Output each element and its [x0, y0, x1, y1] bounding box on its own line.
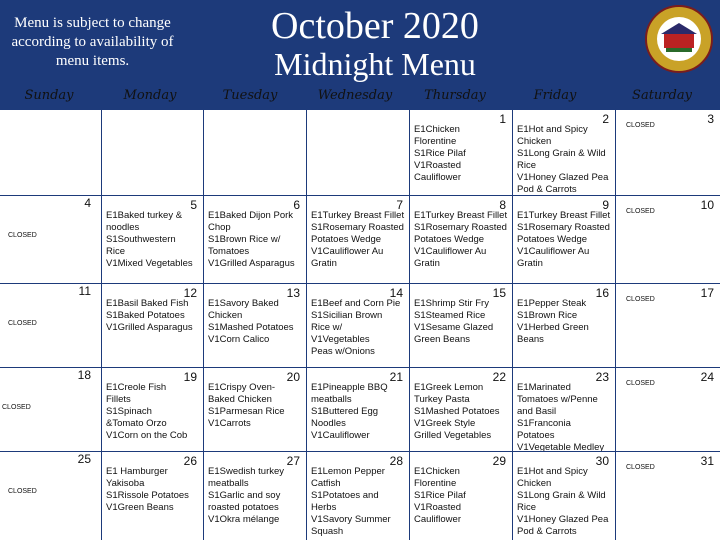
- menu-items: E1Creole Fish Fillets S1Spinach &Tomato Orzo V1Corn on the Cob: [106, 382, 188, 441]
- day-number: 28: [389, 454, 403, 468]
- closed-label: CLOSED: [2, 404, 31, 411]
- calendar-cell: [513, 368, 615, 451]
- calendar-cell: [410, 110, 512, 195]
- menu-items: E1Hot and Spicy Chicken S1Long Grain & Wild Rice V1Honey Glazed Pea Pod & Carrots: [517, 124, 609, 195]
- menu-items: E1Basil Baked Fish S1Baked Potatoes V1Grilled Asparagus: [106, 298, 193, 333]
- calendar-cell: [102, 284, 203, 367]
- day-number: 9: [602, 198, 609, 212]
- calendar-cell: [0, 110, 101, 195]
- closed-label: CLOSED: [626, 464, 655, 471]
- menu-items: E1Lemon Pepper Catfish S1Potatoes and Herbs V1Savory Summer Squash: [311, 466, 391, 537]
- calendar-cell: [513, 110, 615, 195]
- day-number: 22: [492, 370, 506, 384]
- closed-label: CLOSED: [626, 208, 655, 215]
- calendar-cell: [307, 110, 409, 195]
- page-subtitle: Midnight Menu: [274, 46, 476, 82]
- menu-items: E1Hot and Spicy Chicken S1Long Grain & Wild Rice V1Honey Glazed Pea Pod & Carrots: [517, 466, 609, 537]
- day-number: 15: [492, 286, 506, 300]
- calendar-cell: [204, 284, 306, 367]
- day-number: 1: [499, 112, 506, 126]
- day-number: 11: [78, 284, 91, 298]
- calendar-cell: [307, 196, 409, 283]
- calendar-cell: [204, 452, 306, 540]
- day-header-wednesday: Wednesday: [317, 88, 393, 103]
- closed-label: CLOSED: [8, 232, 37, 239]
- page-title: October 2020: [271, 5, 479, 47]
- menu-items: E1Savory Baked Chicken S1Mashed Potatoes V1Corn Calico: [208, 298, 294, 345]
- menu-items: E1Pepper Steak S1Brown Rice V1Herbed Green Beans: [517, 298, 589, 345]
- calendar-cell: [616, 284, 720, 367]
- day-number: 29: [492, 454, 506, 468]
- day-number: 5: [190, 198, 197, 212]
- calendar-cell: [0, 452, 101, 540]
- calendar-cell: [513, 452, 615, 540]
- calendar-cell: [307, 452, 409, 540]
- day-number: 6: [293, 198, 300, 212]
- closed-label: CLOSED: [626, 380, 655, 387]
- day-number: 13: [286, 286, 300, 300]
- day-header-tuesday: Tuesday: [222, 88, 278, 103]
- calendar-cell: [513, 196, 615, 283]
- menu-items: E1Baked Dijon Pork Chop S1Brown Rice w/ Tomatoes V1Grilled Asparagus: [208, 210, 295, 269]
- day-number: 20: [286, 370, 300, 384]
- closed-label: CLOSED: [8, 320, 37, 327]
- calendar-cell: [0, 196, 101, 283]
- calendar-cell: [102, 452, 203, 540]
- day-number: 16: [595, 286, 609, 300]
- calendar-cell: [513, 284, 615, 367]
- menu-note: Menu is subject to change according to availability of menu items.: [11, 15, 174, 69]
- day-number: 23: [595, 370, 609, 384]
- calendar-cell: [204, 368, 306, 451]
- closed-label: CLOSED: [626, 296, 655, 303]
- day-number: 27: [286, 454, 300, 468]
- day-number: 8: [499, 198, 506, 212]
- day-header-sunday: Sunday: [24, 88, 74, 103]
- day-number: 10: [700, 198, 714, 212]
- day-number: 12: [183, 286, 197, 300]
- menu-items: E1Turkey Breast Fillet S1Rosemary Roasted Potatoes Wedge V1Cauliflower Au Gratin: [414, 210, 508, 269]
- day-number: 24: [700, 370, 714, 384]
- day-number: 3: [707, 112, 714, 126]
- menu-items: E1Marinated Tomatoes w/Penne and Basil S1Franconia Potatoes V1Vegetable Medley: [517, 382, 605, 451]
- day-number: 25: [77, 452, 91, 466]
- emblem-logo: [644, 4, 714, 74]
- menu-items: E1Greek Lemon Turkey Pasta S1Mashed Potatoes V1Greek Style Grilled Vegetables: [414, 382, 500, 441]
- menu-items: E1Chicken Florentine S1Rice Pilaf V1Roasted Cauliflower: [414, 466, 466, 525]
- calendar-cell: [616, 196, 720, 283]
- menu-items: E1Baked turkey & noodles S1Southwestern Rice V1Mixed Vegetables: [106, 210, 193, 269]
- day-header-saturday: Saturday: [632, 88, 692, 103]
- calendar-cell: [307, 368, 409, 451]
- calendar-cell: [204, 196, 306, 283]
- calendar-cell: [616, 110, 720, 195]
- day-header-thursday: Thursday: [424, 88, 486, 103]
- menu-items: E1Pineapple BBQ meatballs S1Buttered Egg Noodles V1Cauliflower: [311, 382, 388, 441]
- menu-items: E1Turkey Breast Fillet S1Rosemary Roasted Potatoes Wedge V1Cauliflower Au Gratin: [311, 210, 405, 269]
- day-header-friday: Friday: [533, 88, 577, 103]
- calendar-cell: [307, 284, 409, 367]
- menu-items: E1Turkey Breast Fillet S1Rosemary Roasted Potatoes Wedge V1Cauliflower Au Gratin: [517, 210, 611, 269]
- calendar-cell: [204, 110, 306, 195]
- calendar-cell: [0, 368, 101, 451]
- menu-items: E1Beef and Corn Pie S1Sicilian Brown Rice w/ V1Vegetables Peas w/Onions: [311, 298, 401, 357]
- day-number: 7: [396, 198, 403, 212]
- day-header-monday: Monday: [123, 88, 177, 103]
- day-number: 30: [595, 454, 609, 468]
- day-number: 18: [77, 368, 91, 382]
- menu-items: E1Chicken Florentine S1Rice Pilaf V1Roasted Cauliflower: [414, 124, 466, 183]
- menu-items: E1Shrimp Stir Fry S1Steamed Rice V1Sesame Glazed Green Beans: [414, 298, 494, 345]
- day-number: 17: [700, 286, 714, 300]
- day-number: 21: [389, 370, 403, 384]
- menu-items: E1Crispy Oven- Baked Chicken S1Parmesan Rice V1Carrots: [208, 382, 285, 429]
- calendar-cell: [102, 368, 203, 451]
- day-number: 4: [84, 196, 91, 210]
- day-number: 31: [700, 454, 714, 468]
- calendar-cell: [616, 452, 720, 540]
- closed-label: CLOSED: [8, 488, 37, 495]
- menu-items: E1 Hamburger Yakisoba S1Rissole Potatoes V1Green Beans: [106, 466, 189, 513]
- calendar-cell: [410, 452, 512, 540]
- day-number: 26: [183, 454, 197, 468]
- calendar-cell: [410, 196, 512, 283]
- calendar-cell: [410, 368, 512, 451]
- closed-label: CLOSED: [626, 122, 655, 129]
- calendar-cell: [102, 110, 203, 195]
- day-number: 19: [183, 370, 197, 384]
- day-number: 2: [602, 112, 609, 126]
- menu-items: E1Swedish turkey meatballs S1Garlic and soy roasted potatoes V1Okra mélange: [208, 466, 285, 525]
- day-number: 14: [389, 286, 403, 300]
- calendar-cell: [410, 284, 512, 367]
- calendar-cell: [616, 368, 720, 451]
- calendar-cell: [102, 196, 203, 283]
- calendar-cell: [0, 284, 101, 367]
